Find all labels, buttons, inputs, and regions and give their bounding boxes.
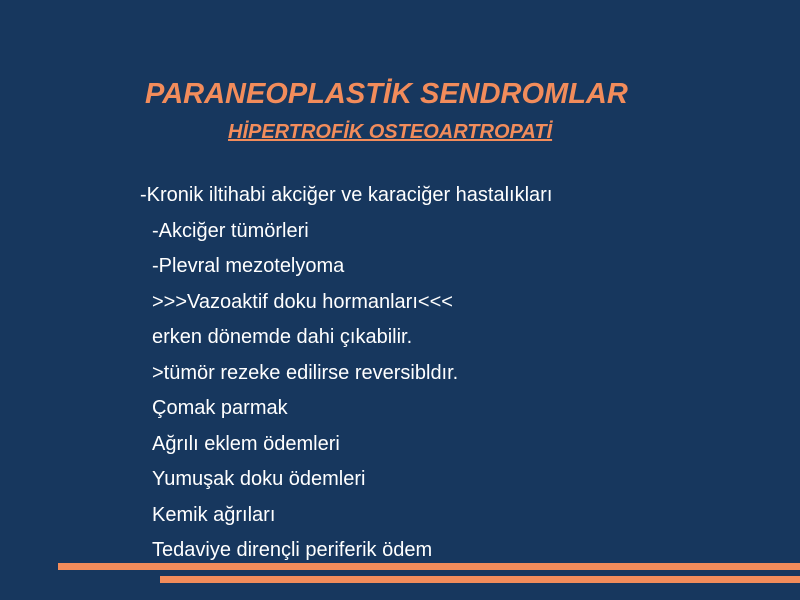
decorative-rule-bottom [160,576,800,583]
bullet-list [140,178,552,569]
list-item: -Plevral mezotelyoma [152,255,345,277]
list-item: Ağrılı eklem ödemleri [152,432,340,455]
list-item: Yumuşak doku ödemleri [152,468,366,490]
decorative-rule-top [58,563,800,570]
list-item: -Akciğer tümörleri [152,219,309,242]
list-item: >tümör rezeke edilirse reversibldır. [152,361,459,384]
list-item: >>>Vazoaktif doku hormanları<<< [152,290,453,313]
slide-subtitle: HİPERTROFİK OSTEOARTROPATİ [228,121,553,143]
list-item: Kemik ağrıları [152,503,276,526]
list-item: Tedaviye dirençli periferik ödem [152,539,433,561]
slide-title: PARANEOPLASTİK SENDROMLAR [145,78,628,110]
list-item: Çomak parmak [152,397,288,419]
list-item: erken dönemde dahi çıkabilir. [152,326,413,348]
list-item: -Kronik iltihabi akciğer ve karaciğer hastalıkları [140,184,553,206]
